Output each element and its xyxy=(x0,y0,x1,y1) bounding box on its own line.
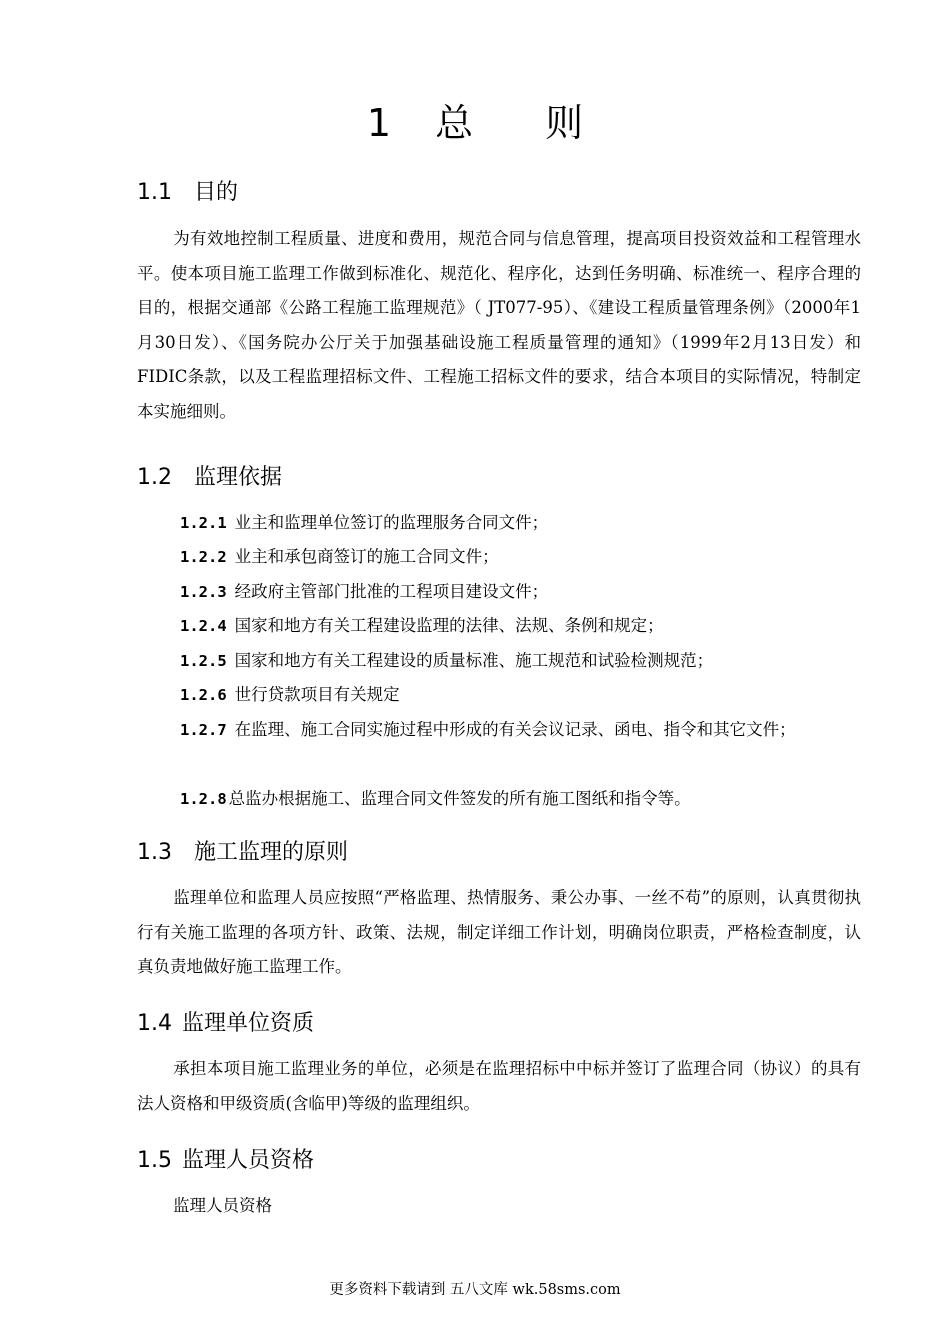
section-title: 监理单位资质 xyxy=(182,1011,315,1036)
section-heading-1-1 xyxy=(137,175,238,206)
list-item xyxy=(137,575,861,610)
paragraph-text: 监理单位和监理人员应按照“严格监理、热情服务、秉公办事、一丝不苟”的原则，认真贯彻执行有关施工监理的各项方针、政策、法规，制定详细工作计划，明确岗位职责，严格检查制度，认真负责地做好施工监理工作。 xyxy=(137,888,861,976)
item-text: 业主和承包商签订的施工合同文件； xyxy=(234,547,499,566)
section-heading-1-5 xyxy=(137,1143,314,1174)
section-title: 施工监理的原则 xyxy=(194,840,349,865)
item-number: 1.2.2 xyxy=(180,548,227,566)
list-item xyxy=(137,782,861,817)
section-heading-1-2 xyxy=(137,460,282,491)
chapter-title-word-2: 则 xyxy=(545,101,584,145)
chapter-number: 1 xyxy=(366,101,392,145)
section-title: 监理人员资格 xyxy=(182,1148,315,1173)
item-text: 在监理、施工合同实施过程中形成的有关会议记录、函电、指令和其它文件； xyxy=(234,720,796,739)
paragraph-text: 承担本项目施工监理业务的单位，必须是在监理招标中中标并签订了监理合同（协议）的具有法人资格和甲级资质(含临甲)等级的监理组织。 xyxy=(137,1059,861,1113)
item-text: 总监办根据施工、监理合同文件签发的所有施工图纸和指令等。 xyxy=(228,789,691,808)
item-text: 世行贷款项目有关规定 xyxy=(234,685,400,704)
section-number: 1.3 xyxy=(137,840,172,865)
section-heading-1-4 xyxy=(137,1006,314,1037)
section-number: 1.2 xyxy=(137,465,172,490)
list-item xyxy=(137,644,861,679)
section-paragraph-1-4 xyxy=(137,1052,861,1121)
item-text: 国家和地方有关工程建设监理的法律、法规、条例和规定； xyxy=(234,616,664,635)
paragraph-text: 监理人员资格 xyxy=(173,1196,272,1215)
item-text: 国家和地方有关工程建设的质量标准、施工规范和试验检测规范； xyxy=(234,651,714,670)
section-paragraph-1-3 xyxy=(137,881,861,985)
item-number: 1.2.5 xyxy=(180,652,227,670)
section-title: 监理依据 xyxy=(194,465,283,490)
list-item xyxy=(137,678,861,713)
paragraph-text: 为有效地控制工程质量、进度和费用，规范合同与信息管理，提高项目投资效益和工程管理水平。使本项目施工监理工作做到标准化、规范化、程序化，达到任务明确、标准统一、程序合理的目的，根据交通部《公路工程施工监理规范》（ JT077-95）、《建设工程质量管理条例》（2000年1月30日发）、《国务院办公厅关于加强基础设施工程质量管理的通知》（1999年2月13日发）和FIDIC条款，以及工程监理招标文件、工程施工招标文件的要求，结合本项目的实际情况，特制定本实施细则。 xyxy=(137,229,861,421)
section-title: 目的 xyxy=(194,180,239,205)
section-paragraph-1-5 xyxy=(137,1189,861,1224)
item-number: 1.2.4 xyxy=(180,617,227,635)
section-heading-1-3 xyxy=(137,835,348,866)
list-item xyxy=(137,540,861,575)
section-number: 1.1 xyxy=(137,180,172,205)
item-number: 1.2.7 xyxy=(180,721,227,739)
chapter-title xyxy=(0,92,950,147)
item-text: 业主和监理单位签订的监理服务合同文件； xyxy=(234,513,549,532)
section-paragraph-1-1 xyxy=(137,222,861,429)
item-number: 1.2.6 xyxy=(180,686,227,704)
chapter-title-word-1: 总 xyxy=(435,101,474,145)
item-text: 经政府主管部门批准的工程项目建设文件； xyxy=(234,582,549,601)
item-number: 1.2.3 xyxy=(180,583,227,601)
list-item xyxy=(137,609,861,644)
section-number: 1.4 xyxy=(137,1011,172,1036)
page-footer: 更多资料下载请到 五八文库 wk.58sms.com xyxy=(329,1282,621,1298)
item-number: 1.2.8 xyxy=(180,790,227,808)
section-number: 1.5 xyxy=(137,1148,172,1173)
item-number: 1.2.1 xyxy=(180,514,227,532)
list-item xyxy=(137,506,861,541)
list-item xyxy=(137,713,861,748)
